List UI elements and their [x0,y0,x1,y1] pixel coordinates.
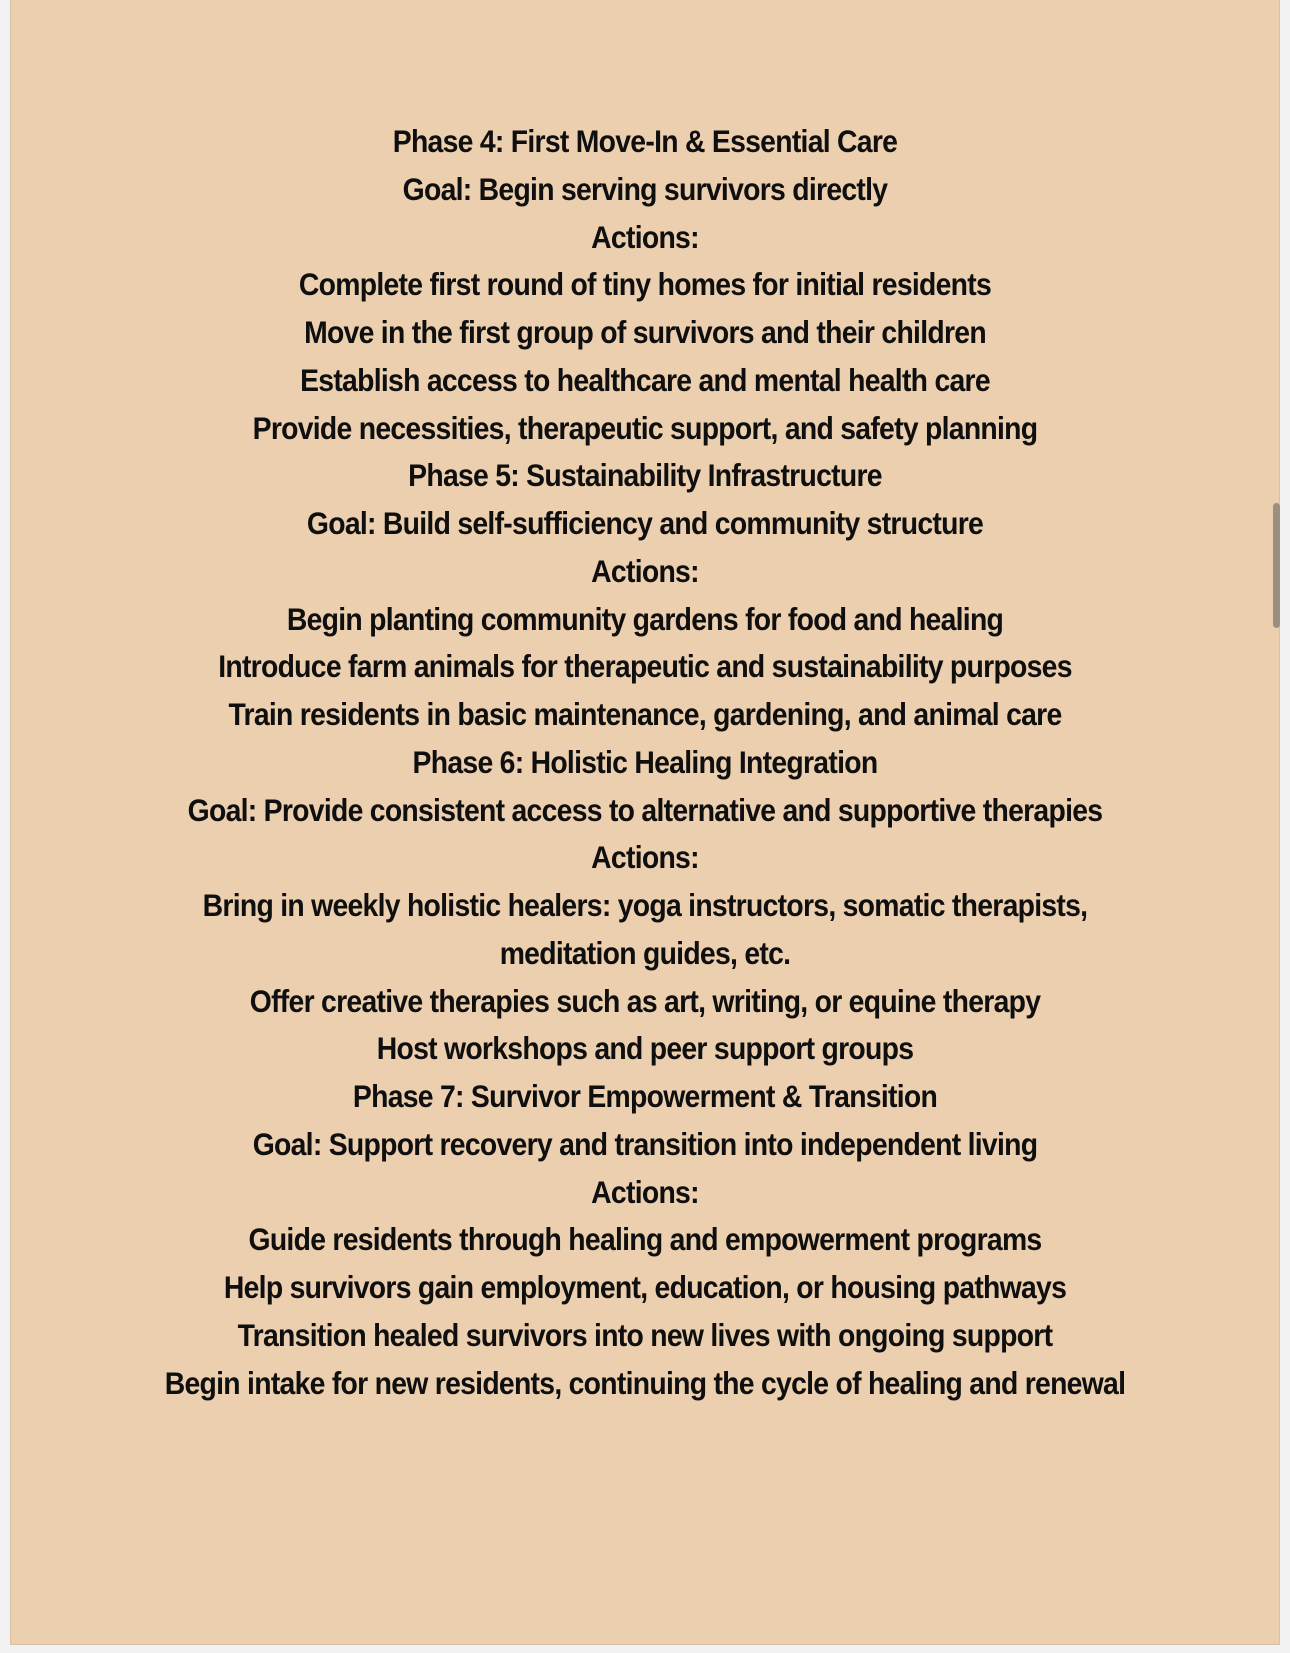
action-item: Begin planting community gardens for food and healing [286,600,1004,637]
action-item: Guide residents through healing and empowerment programs [248,1221,1042,1258]
action-item: Establish access to healthcare and mental health care [300,361,990,398]
phase-6-actions-label: Actions: [591,839,699,876]
action-item: Provide necessities, therapeutic support, and safety planning [252,409,1038,446]
action-item: Train residents in basic maintenance, gardening, and animal care [228,696,1062,732]
phase-4-actions-label: Actions: [591,218,699,255]
vertical-scrollbar[interactable] [1273,503,1280,628]
action-item: Begin intake for new residents, continuing the cycle of healing and renewal [164,1364,1126,1401]
phase-5-actions-label: Actions: [591,552,699,589]
phase-6-goal: Goal: Provide consistent access to alternative and supportive therapies [187,791,1103,828]
phase-5-goal: Goal: Build self-sufficiency and community structure [306,505,984,541]
phase-7-heading: Phase 7: Survivor Empowerment & Transition [352,1078,938,1114]
phase-7-goal: Goal: Support recovery and transition into independent living [252,1125,1038,1162]
action-item: Move in the first group of survivors and their children [304,314,986,350]
action-item: Host workshops and peer support groups [376,1030,914,1067]
action-item: Complete first round of tiny homes for initial residents [298,266,992,303]
action-item: Transition healed survivors into new lives with ongoing support [237,1316,1053,1353]
action-item: Introduce farm animals for therapeutic and sustainability purposes [218,648,1072,685]
phase-7-actions-label: Actions: [591,1173,699,1210]
action-item: Offer creative therapies such as art, writing, or equine therapy [249,982,1041,1019]
action-item: Bring in weekly holistic healers: yoga instructors, somatic therapists, meditation guides, etc. [202,887,1088,971]
phase-6-heading: Phase 6: Holistic Healing Integration [412,743,878,780]
phase-4-goal: Goal: Begin serving survivors directly [402,170,888,207]
phase-4-heading: Phase 4: First Move-In & Essential Care [392,123,898,159]
page-text [31,118,1259,1407]
phase-5-heading: Phase 5: Sustainability Infrastructure [408,457,882,494]
document-page [10,0,1280,1645]
action-item: Help survivors gain employment, education, or housing pathways [223,1269,1067,1305]
